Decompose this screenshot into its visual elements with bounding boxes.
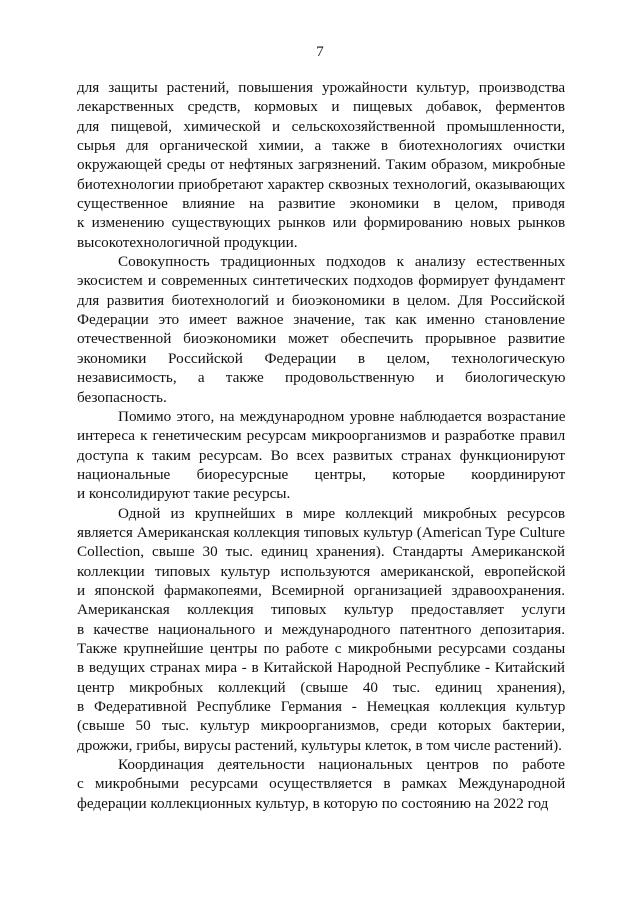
text-line: существенное влияние на развитие экономики в целом, приводя (77, 195, 565, 213)
text-line: национальные биоресурсные центры, которые координируют (77, 465, 566, 483)
text-line: отечественной биоэкономики может обеспечить прорывное развитие (77, 330, 565, 348)
text-line: Федерации это имеет важное значение, так как именно становление (77, 311, 565, 329)
paragraph (77, 504, 565, 755)
paragraph (77, 252, 565, 407)
text-line: Collection, свыше 30 тыс. единиц хранения). Стандарты Американской (77, 543, 565, 561)
paragraph (77, 78, 565, 252)
text-line: Помимо этого, на международном уровне наблюдается возрастание (118, 407, 566, 425)
text-line: в ведущих странах мира - в Китайской Народной Республике - Китайский (77, 659, 566, 677)
text-line: и японской фармакопеями, Всемирной организацией здравоохранения. (77, 581, 565, 599)
text-line: экосистем и современных синтетических подходов формирует фундамент (77, 272, 565, 290)
text-line: коллекции типовых культур используются американской, европейской (77, 562, 566, 580)
paragraph (77, 407, 565, 504)
text-line: интереса к генетическим ресурсам микроорганизмов и разработке правил (77, 427, 566, 445)
text-line: для защиты растений, повышения урожайности культур, производства (77, 79, 566, 96)
text-line: безопасность. (77, 388, 167, 406)
page-number: 7 (316, 44, 324, 60)
text-line: является Американская коллекция типовых культур (American Type Culture (77, 523, 566, 541)
text-line: доступа к таким ресурсам. Во всех развитых странах функционируют (77, 446, 566, 464)
text-line: федерации коллекционных культур, в которую по состоянию на 2022 год (77, 794, 549, 812)
text-line: высокотехнологичной продукции. (77, 233, 298, 251)
text-line: дрожжи, грибы, вирусы растений, культуры клеток, в том числе растений). (77, 736, 562, 754)
text-line: в Федеративной Республике Германия - Немецкая коллекция культур (77, 698, 566, 715)
text-line: окружающей среды от нефтяных загрязнений. Таким образом, микробные (77, 156, 566, 174)
text-line: для пищевой, химической и сельскохозяйственной промышленности, (77, 117, 565, 135)
text-line: (свыше 50 тыс. культур микроорганизмов, среди которых бактерии, (77, 717, 565, 735)
text-line: экономики Российской Федерации в целом, технологическую (77, 349, 565, 367)
text-line: Американская коллекция типовых культур предоставляет услуги (77, 601, 566, 619)
text-line: центр микробных коллекций (свыше 40 тыс. единиц хранения), (77, 678, 566, 696)
text-line: Одной из крупнейших в мире коллекций микробных ресурсов (118, 504, 565, 522)
document-body (77, 78, 565, 813)
text-line: в качестве национального и международного патентного депозитария. (77, 620, 565, 638)
text-line: сырья для органической химии, а также в биотехнологиях очистки (77, 137, 566, 155)
paragraph (77, 755, 565, 813)
text-line: лекарственных средств, кормовых и пищевых добавок, ферментов (77, 98, 565, 116)
text-line: к изменению существующих рынков или формированию новых рынков (77, 214, 566, 232)
text-line: и консолидируют такие ресурсы. (77, 485, 291, 503)
text-line: для развития биотехнологий и биоэкономики в целом. Для Российской (77, 291, 565, 309)
text-line: Координация деятельности национальных центров по работе (118, 756, 565, 774)
text-line: биотехнологии приобретают характер сквозных технологий, оказывающих (77, 175, 566, 193)
text-line: с микробными ресурсами осуществляется в рамках Международной (77, 775, 566, 793)
text-line: Совокупность традиционных подходов к анализу естественных (118, 253, 566, 271)
text-line: независимость, а также продовольственную и биологическую (77, 369, 566, 387)
text-line: Также крупнейшие центры по работе с микробными ресурсами созданы (77, 639, 566, 657)
